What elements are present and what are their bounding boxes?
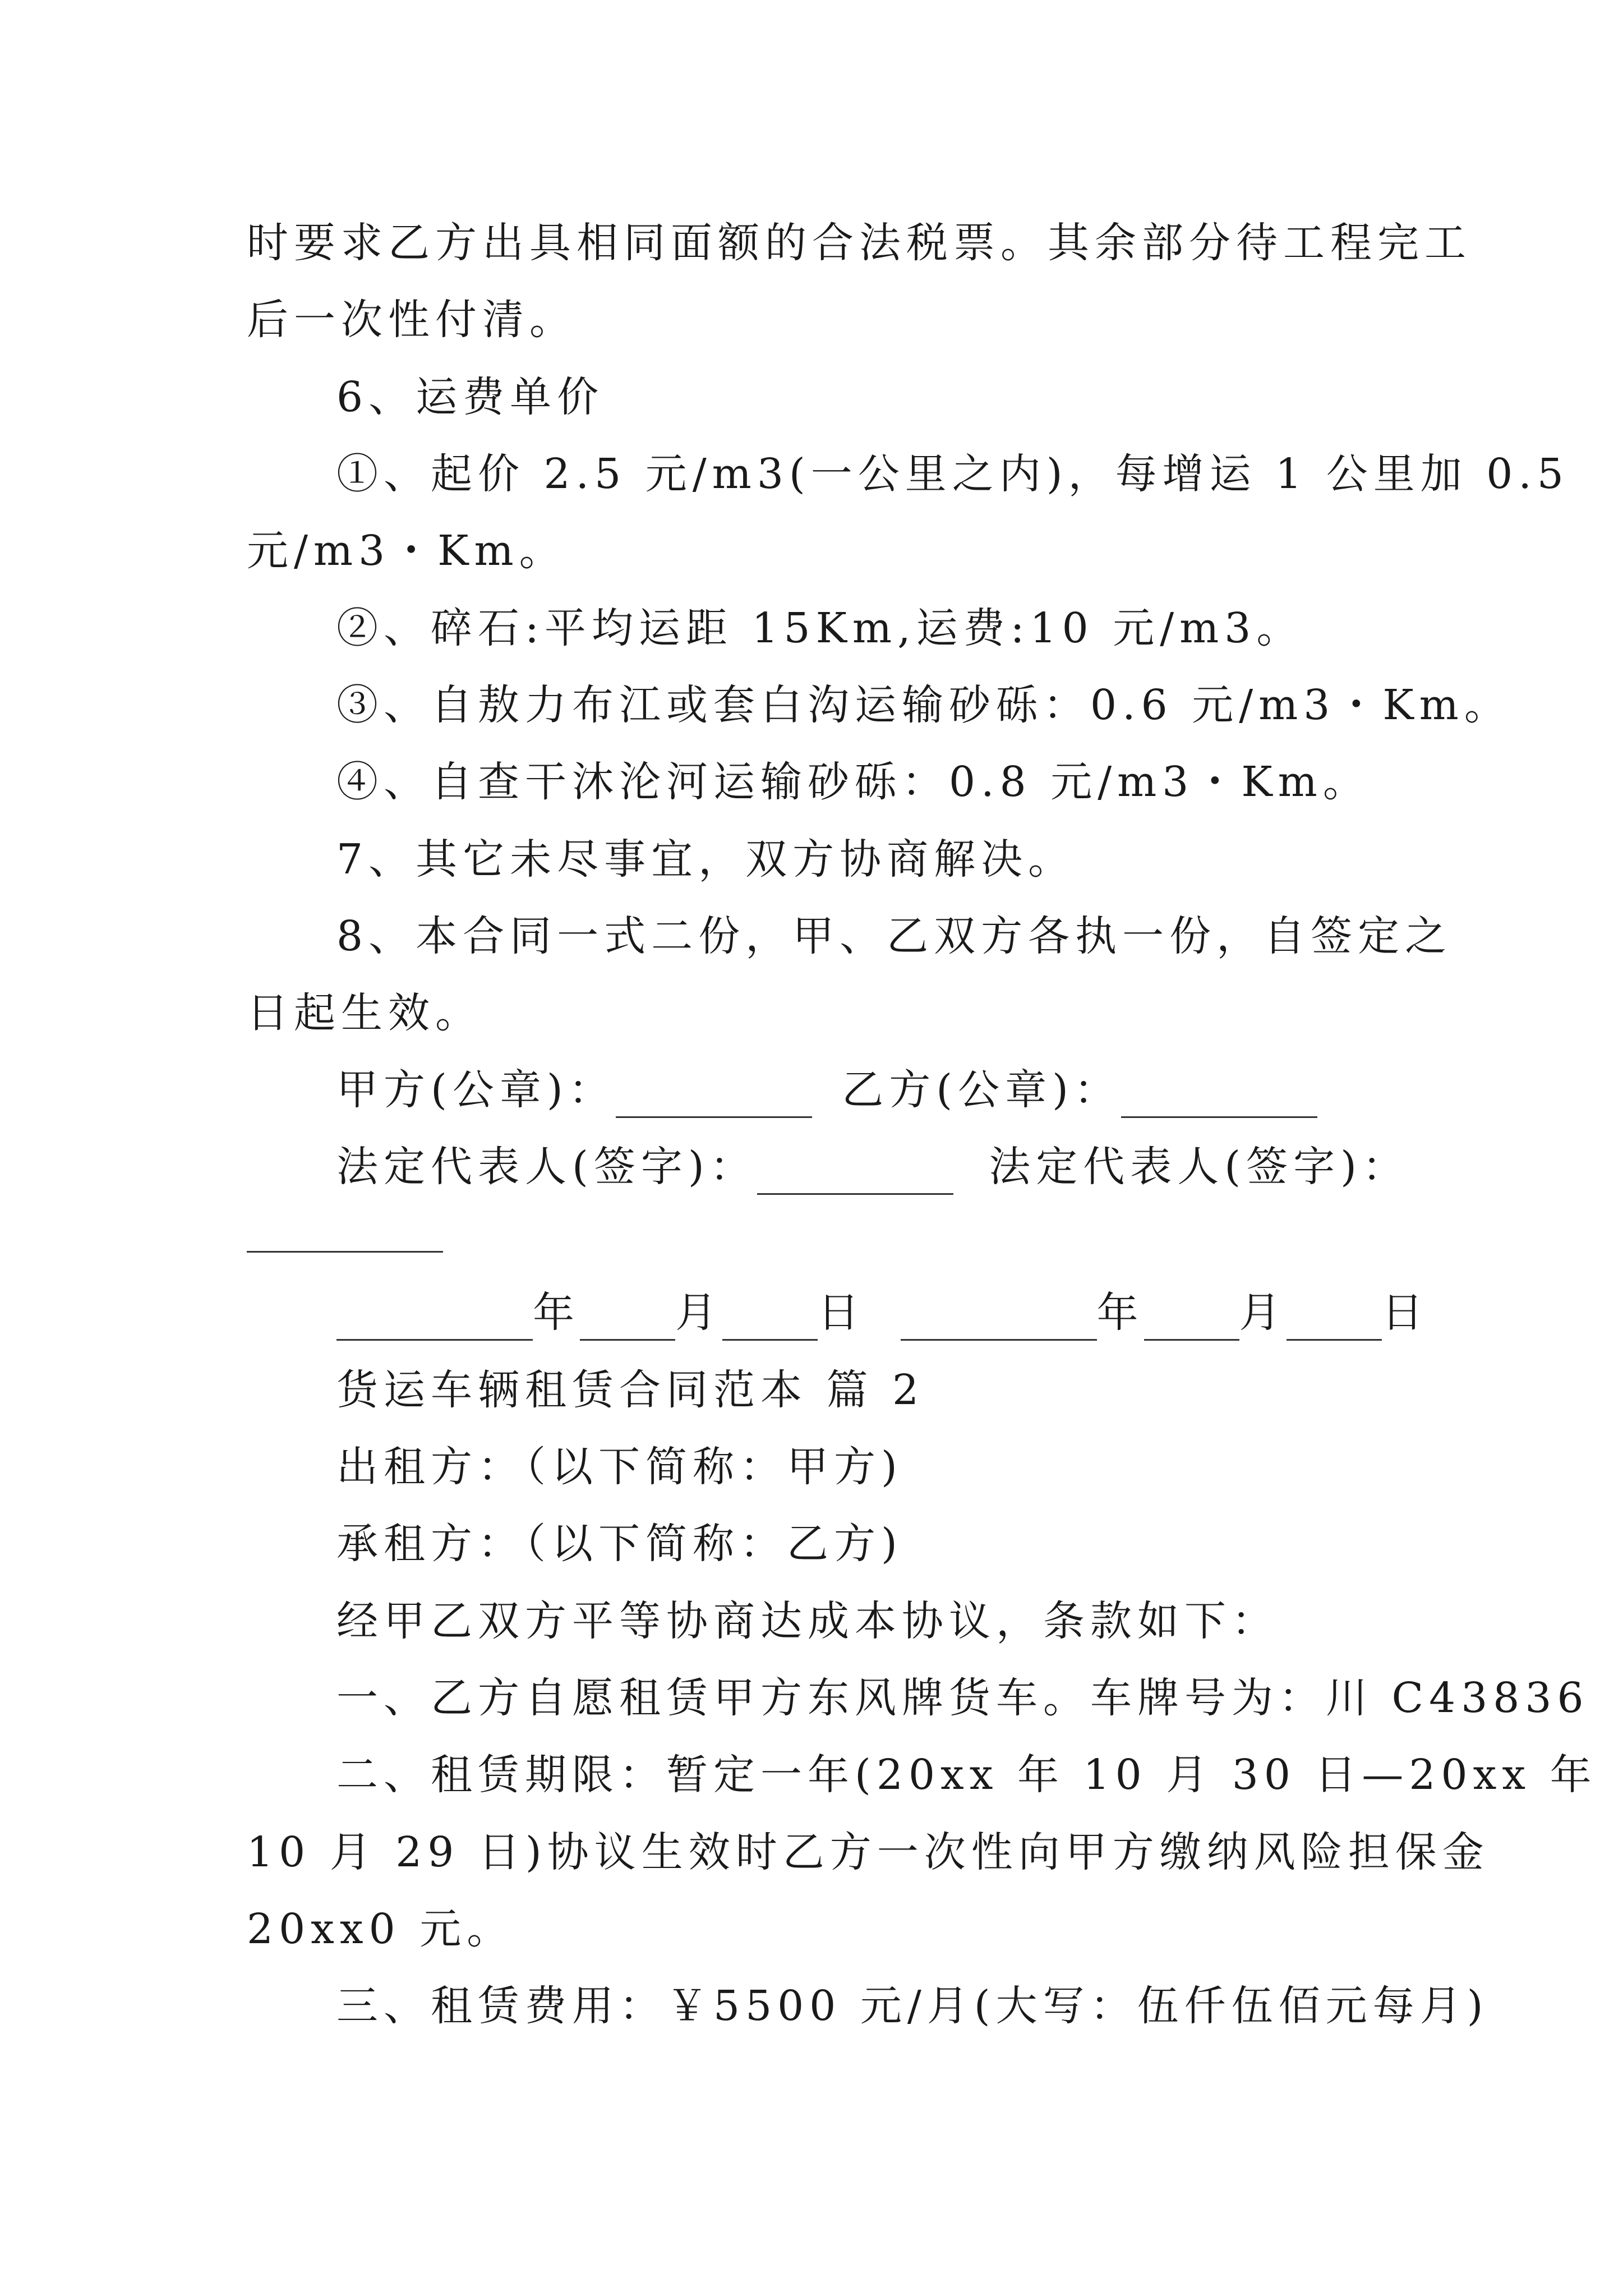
day-a-blank[interactable] xyxy=(722,1300,818,1341)
paragraph-line: 8、本合同一式二份，甲、乙双方各执一份，自签定之 xyxy=(336,912,1453,960)
month-label: 月 xyxy=(1239,1289,1287,1337)
party-a-seal-blank[interactable] xyxy=(616,1077,812,1118)
month-b-blank[interactable] xyxy=(1144,1300,1239,1341)
date-row xyxy=(336,1285,1429,1341)
year-label: 年 xyxy=(533,1289,580,1337)
party-a-seal-label: 甲方(公章)： xyxy=(336,1066,616,1114)
year-b-blank[interactable] xyxy=(901,1300,1097,1341)
day-label: 日 xyxy=(1381,1289,1429,1337)
day-b-blank[interactable] xyxy=(1287,1300,1382,1341)
clause-3: 三、租赁费用：￥5500 元/月(大写：伍仟伍佰元每月) xyxy=(336,1982,1489,2030)
rep-b-label: 法定代表人(签字)： xyxy=(989,1143,1410,1191)
paragraph-line: 元/m3・Km。 xyxy=(247,527,566,575)
year-label: 年 xyxy=(1096,1289,1144,1337)
clause-2-cont: 10 月 29 日)协议生效时乙方一次性向甲方缴纳风险担保金 xyxy=(247,1828,1490,1876)
rep-b-blank[interactable] xyxy=(247,1251,443,1253)
paragraph-line: 日起生效。 xyxy=(247,989,482,1037)
section-heading: 6、运费单价 xyxy=(336,373,605,421)
representative-row xyxy=(336,1139,1409,1195)
lessor-line: 出租方：（以下简称：甲方) xyxy=(336,1443,903,1491)
month-label: 月 xyxy=(675,1289,722,1337)
clause-2: 二、租赁期限：暂定一年(20xx 年 10 月 30 日—20xx 年 xyxy=(336,1751,1597,1799)
intro-line: 经甲乙双方平等协商达成本协议，条款如下： xyxy=(336,1597,1279,1645)
party-b-seal-label: 乙方(公章)： xyxy=(842,1066,1122,1114)
paragraph-line: ②、碎石:平均运距 15Km,运费:10 元/m3。 xyxy=(336,604,1304,652)
contract-heading: 货运车辆租赁合同范本 篇 2 xyxy=(336,1366,925,1414)
lessee-line: 承租方：（以下简称：乙方) xyxy=(336,1520,903,1568)
year-a-blank[interactable] xyxy=(336,1300,533,1341)
paragraph-line: ③、自敖力布江或套白沟运输砂砾：0.6 元/m3・Km。 xyxy=(336,681,1511,729)
paragraph-line: 7、其它未尽事宜，双方协商解决。 xyxy=(336,835,1076,884)
party-b-seal-blank[interactable] xyxy=(1121,1077,1317,1118)
paragraph-line: ①、起价 2.5 元/m3(一公里之内)，每增运 1 公里加 0.5 xyxy=(336,450,1569,498)
paragraph-line: 时要求乙方出具相同面额的合法税票。其余部分待工程完工 xyxy=(247,219,1472,267)
clause-1: 一、乙方自愿租赁甲方东风牌货车。车牌号为：川 C43836 xyxy=(336,1674,1589,1722)
day-label: 日 xyxy=(818,1289,865,1337)
rep-a-blank[interactable] xyxy=(757,1154,953,1195)
paragraph-line: ④、自查干沐沦河运输砂砾：0.8 元/m3・Km。 xyxy=(336,758,1370,806)
month-a-blank[interactable] xyxy=(580,1300,675,1341)
seal-row xyxy=(336,1062,1317,1118)
rep-a-label: 法定代表人(签字)： xyxy=(336,1143,757,1191)
paragraph-line: 后一次性付清。 xyxy=(247,296,577,344)
clause-2-cont: 20xx0 元。 xyxy=(247,1905,514,1953)
